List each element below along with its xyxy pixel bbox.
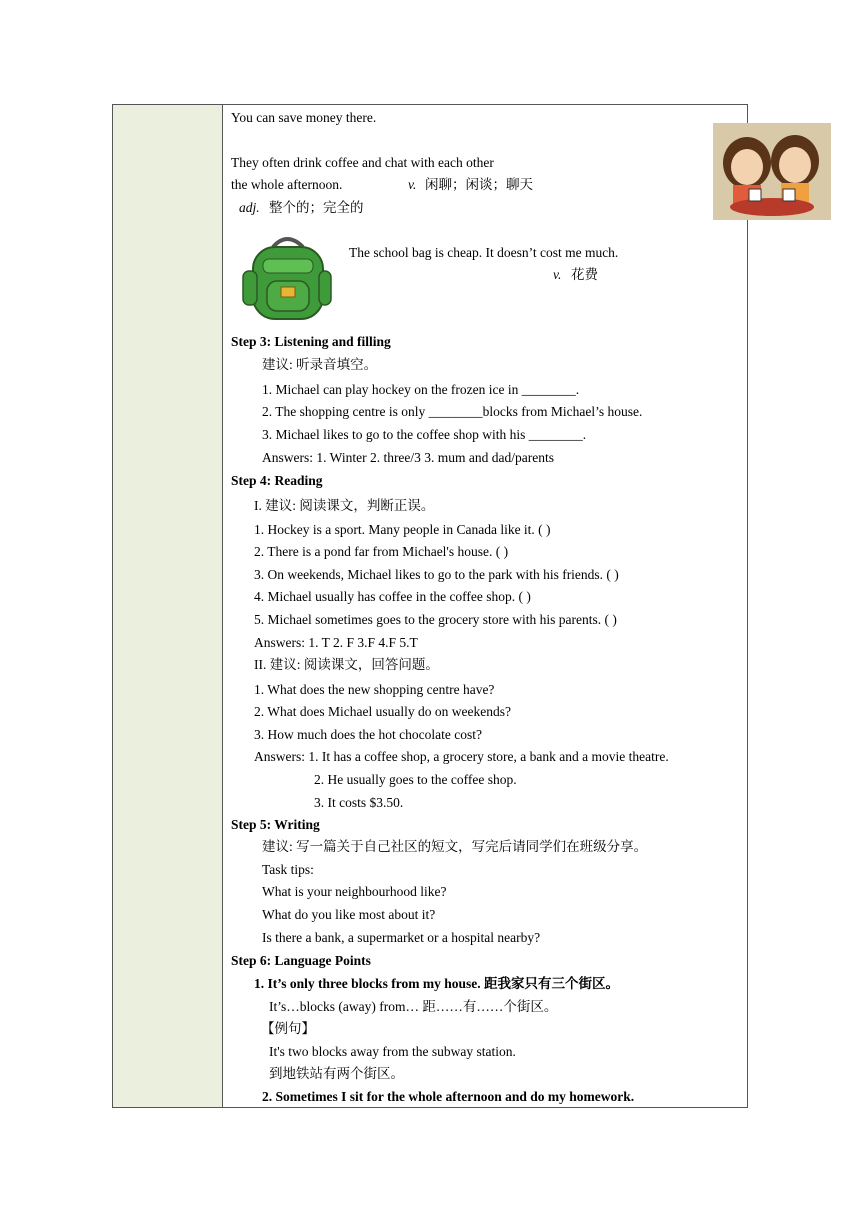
step4-answer-2: 2. He usually goes to the coffee shop. (314, 772, 517, 787)
def-chat: 闲聊；闲谈；聊天 (425, 177, 533, 192)
step4-heading: Step 4: Reading (231, 473, 323, 488)
step6-example-label: 【例句】 (261, 1021, 315, 1036)
lesson-table (112, 104, 748, 1108)
def-cost: 花费 (571, 267, 598, 282)
step3-q2: 2. The shopping centre is only ________blocks from Michael’s house. (262, 404, 643, 419)
pos-chat: v. (408, 177, 417, 192)
step5-tips-label: Task tips: (262, 862, 314, 877)
intro-line-5: The school bag is cheap. It doesn’t cost me much. (349, 245, 619, 260)
step6-heading (231, 953, 371, 969)
step4-question-2: 2. What does Michael usually do on weekends? (254, 704, 511, 719)
step3-label: Step 3 (231, 334, 267, 349)
step4-part2-tip: II. 建议: 阅读课文，回答问题。 (254, 657, 439, 672)
school-bag-image (241, 233, 333, 325)
def-whole: 整个的；完全的 (269, 200, 364, 215)
step3-answers: Answers: 1. Winter 2. three/3 3. mum and dad/parents (262, 450, 555, 465)
step4-statement-1: 1. Hockey is a sport. Many people in Canada like it. ( ) (254, 522, 551, 537)
step3-heading (231, 334, 391, 350)
step5-tip: 建议: 写一篇关于自己社区的短文，写完后请同学们在班级分享。 (262, 839, 648, 854)
step4-answers-1: Answers: 1. T 2. F 3.F 4.F 5.T (254, 635, 418, 650)
step4-question-3: 3. How much does the hot chocolate cost? (254, 727, 482, 742)
step4-answer-1: Answers: 1. It has a coffee shop, a grocery store, a bank and a movie theatre. (254, 749, 669, 764)
step5-tip-1: What is your neighbourhood like? (262, 884, 447, 899)
step5-tip-3: Is there a bank, a supermarket or a hospital nearby? (262, 930, 541, 945)
step3-q1: 1. Michael can play hockey on the frozen ice in ________. (262, 382, 580, 397)
step4-answer-3: 3. It costs $3.50. (314, 795, 404, 810)
two-girls-coffee-image (713, 123, 831, 220)
step3-q3: 3. Michael likes to go to the coffee shop with his ________. (262, 427, 587, 442)
intro-line-2: They often drink coffee and chat with each other (231, 155, 494, 170)
step6-point-1: 1. It’s only three blocks from my house. 距我家只有三个街区。 (254, 976, 620, 991)
pos-cost: v. (553, 267, 562, 282)
intro-line-1: You can save money there. (231, 110, 377, 125)
step4-question-1: 1. What does the new shopping centre have? (254, 682, 495, 697)
left-column (113, 105, 223, 1107)
pos-whole: adj. (239, 200, 260, 215)
step6-pattern: It’s…blocks (away) from… 距……有……个街区。 (269, 999, 558, 1014)
intro-line-3: the whole afternoon. (231, 177, 343, 192)
step4-statement-3: 3. On weekends, Michael likes to go to the park with his friends. ( ) (254, 567, 619, 582)
step4-part1-tip: I. 建议: 阅读课文，判断正误。 (254, 498, 435, 513)
step6-example-cn: 到地铁站有两个街区。 (269, 1066, 404, 1081)
step4-statement-4: 4. Michael usually has coffee in the coffee shop. ( ) (254, 589, 531, 604)
step6-point-2: 2. Sometimes I sit for the whole afternoon and do my homework. (262, 1089, 635, 1104)
content-column (223, 105, 747, 1107)
step4-statement-2: 2. There is a pond far from Michael's house. ( ) (254, 544, 509, 559)
step6-example-en: It's two blocks away from the subway station. (269, 1044, 516, 1059)
step5-tip-2: What do you like most about it? (262, 907, 436, 922)
step6-title: : Language Points (266, 953, 371, 968)
step5-heading: Step 5: Writing (231, 817, 320, 832)
step6-label: Step 6 (231, 953, 267, 968)
step3-title: : Listening and filling (266, 334, 391, 349)
step4-statement-5: 5. Michael sometimes goes to the grocery store with his parents. ( ) (254, 612, 617, 627)
step3-tip: 建议: 听录音填空。 (262, 357, 378, 372)
